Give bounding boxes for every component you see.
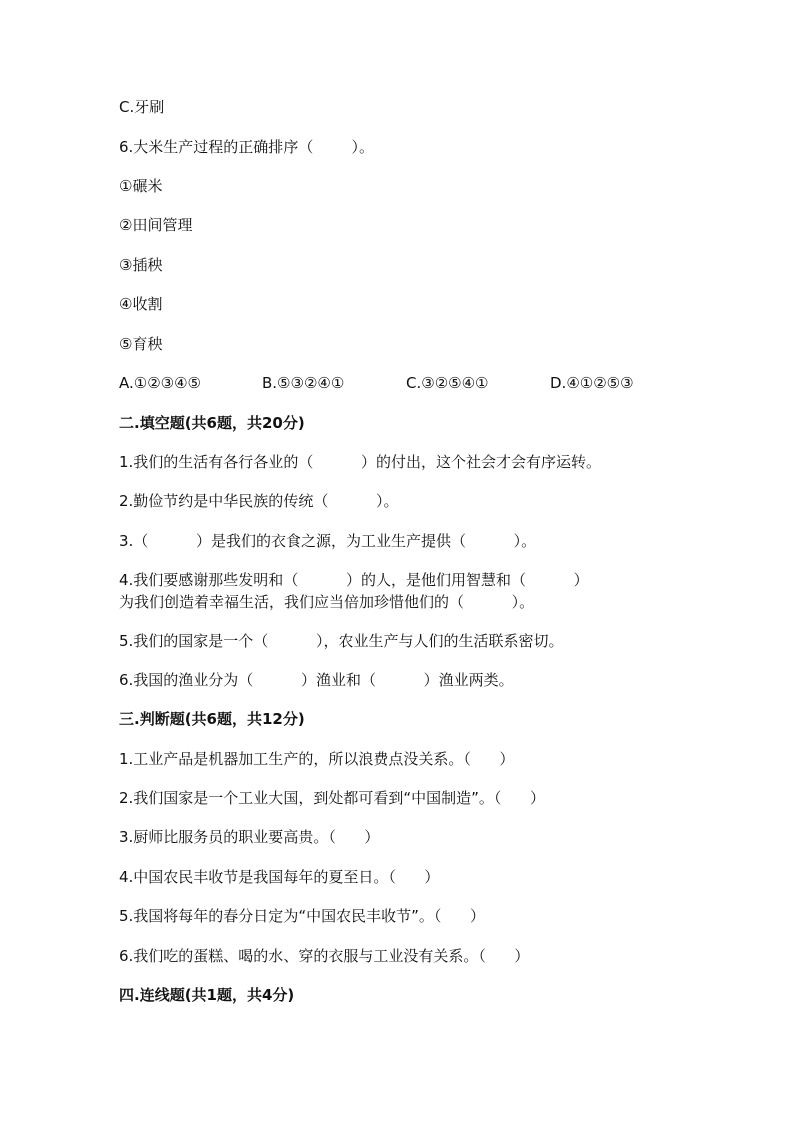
fill-item-6: 6.我国的渔业分为（ ）渔业和（ ）渔业两类。 (119, 671, 514, 689)
judge-item-2: 2.我们国家是一个工业大国，到处都可看到“中国制造”。（ ） (119, 789, 545, 807)
fill-item-1: 1.我们的生活有各行各业的（ ）的付出，这个社会才会有序运转。 (119, 453, 601, 471)
section-3-heading: 三.判断题(共6题，共12分) (119, 710, 305, 728)
q6-step-3: ③插秧 (119, 256, 163, 274)
judge-item-4: 4.中国农民丰收节是我国每年的夏至日。（ ） (119, 868, 440, 886)
fill-item-3: 3.（ ）是我们的衣食之源，为工业生产提供（ ）。 (119, 532, 537, 550)
fill-item-2: 2.勤俭节约是中华民族的传统（ ）。 (119, 492, 399, 510)
q5-option-c: C.牙刷 (119, 98, 165, 116)
judge-item-3: 3.厨师比服务员的职业要高贵。（ ） (119, 828, 380, 846)
q6-step-5: ⑤育秧 (119, 335, 163, 353)
q6-option-a: A.①②③④⑤ (119, 374, 202, 392)
judge-item-5: 5.我国将每年的春分日定为“中国农民丰收节”。（ ） (119, 907, 485, 925)
fill-item-4-line-1: 4.我们要感谢那些发明和（ ）的人，是他们用智慧和（ ） (119, 571, 589, 589)
q6-option-d: D.④①②⑤③ (550, 374, 634, 392)
judge-item-6: 6.我们吃的蛋糕、喝的水、穿的衣服与工业没有关系。（ ） (119, 947, 530, 965)
fill-item-4-line-2: 为我们创造着幸福生活，我们应当倍加珍惜他们的（ ）。 (119, 593, 535, 611)
section-4-heading: 四.连线题(共1题，共4分) (119, 986, 295, 1004)
section-2-heading: 二.填空题(共6题，共20分) (119, 414, 305, 432)
q6-option-b: B.⑤③②④① (262, 374, 345, 392)
q6-step-2: ②田间管理 (119, 216, 193, 234)
q6-step-4: ④收割 (119, 295, 163, 313)
q6-step-1: ①碾米 (119, 177, 163, 195)
judge-item-1: 1.工业产品是机器加工生产的，所以浪费点没关系。（ ） (119, 750, 515, 768)
fill-item-5: 5.我们的国家是一个（ ），农业生产与人们的生活联系密切。 (119, 632, 564, 650)
q6-option-c: C.③②⑤④① (406, 374, 489, 392)
q6-stem: 6.大米生产过程的正确排序（ ）。 (119, 138, 374, 156)
